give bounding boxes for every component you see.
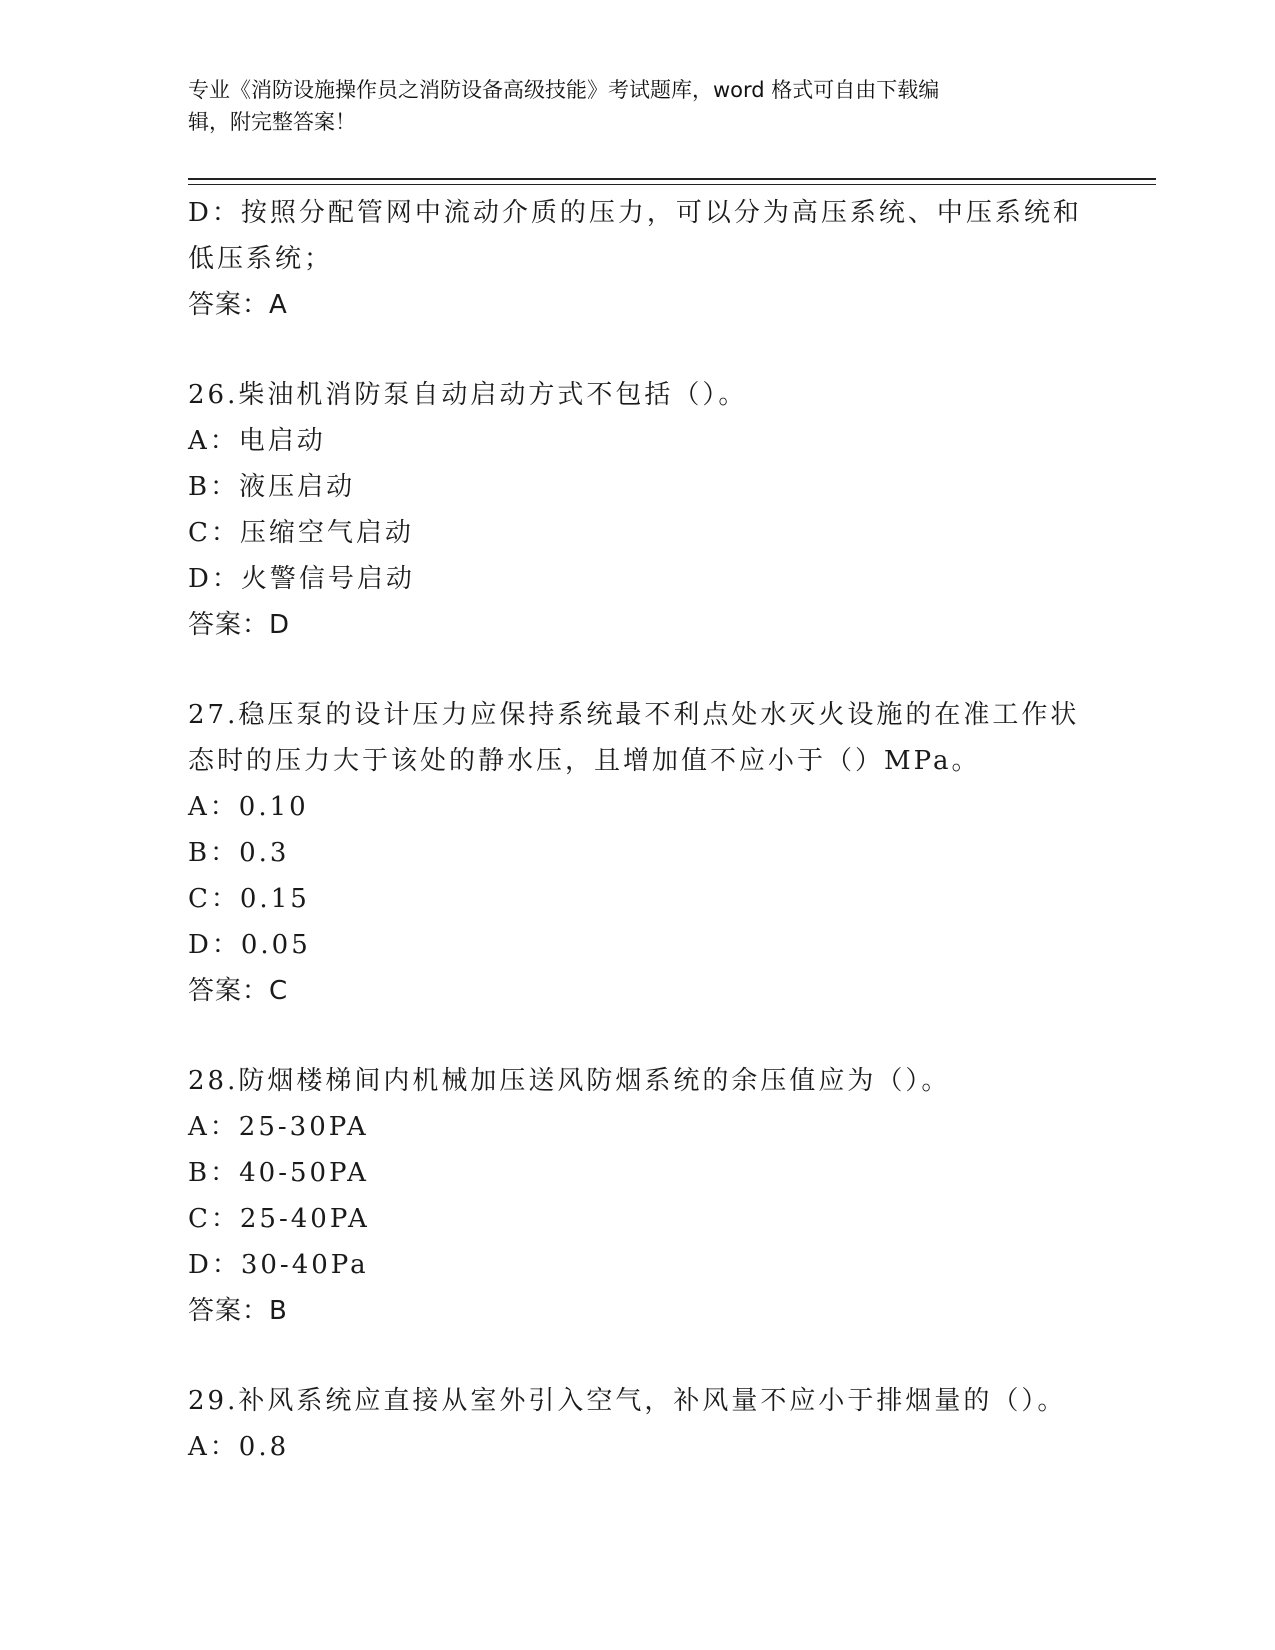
option-c: C：0.15 — [188, 884, 310, 914]
answer-28: 答案：B — [188, 1296, 288, 1326]
header-rule-thick — [188, 178, 1156, 180]
option-c: C：压缩空气启动 — [188, 518, 414, 548]
option-b: B：液压启动 — [188, 472, 356, 502]
question-27 — [188, 692, 1088, 1014]
header-rule-thin — [188, 184, 1156, 185]
header-line-2: 辑，附完整答案！ — [188, 110, 356, 134]
answer-26: 答案：D — [188, 610, 291, 640]
option-c: C：25-40PA — [188, 1204, 370, 1234]
option-a: A：0.10 — [188, 792, 309, 822]
option-d: D：火警信号启动 — [188, 564, 415, 594]
question-26 — [188, 372, 1088, 648]
question-text-line-1: 27.稳压泵的设计压力应保持系统最不利点处水灭火设施的在准工作状 — [188, 700, 1080, 730]
option-d-line-1: D：按照分配管网中流动介质的压力，可以分为高压系统、中压系统和 — [188, 198, 1082, 228]
question-25-tail — [188, 190, 1088, 328]
option-b: B：40-50PA — [188, 1158, 369, 1188]
answer-25: 答案：A — [188, 290, 288, 320]
header-line-1: 专业《消防设施操作员之消防设备高级技能》考试题库，word 格式可自由下载编 — [188, 78, 940, 102]
question-28 — [188, 1058, 1088, 1334]
question-text-line-2: 态时的压力大于该处的静水压，且增加值不应小于（）MPa。 — [188, 746, 981, 776]
document-body — [188, 190, 1088, 1470]
question-text: 26.柴油机消防泵自动启动方式不包括（）。 — [188, 380, 748, 410]
question-text: 29.补风系统应直接从室外引入空气，补风量不应小于排烟量的（）。 — [188, 1386, 1067, 1416]
option-a: A：电启动 — [188, 426, 326, 456]
option-d: D：30-40Pa — [188, 1250, 369, 1280]
question-29 — [188, 1378, 1088, 1470]
option-b: B：0.3 — [188, 838, 290, 868]
option-d-line-2: 低压系统； — [188, 244, 334, 274]
option-d: D：0.05 — [188, 930, 311, 960]
answer-27: 答案：C — [188, 976, 289, 1006]
option-a: A：25-30PA — [188, 1112, 369, 1142]
question-text: 28.防烟楼梯间内机械加压送风防烟系统的余压值应为（）。 — [188, 1066, 951, 1096]
option-a: A：0.8 — [188, 1432, 290, 1462]
document-header — [188, 74, 1088, 138]
